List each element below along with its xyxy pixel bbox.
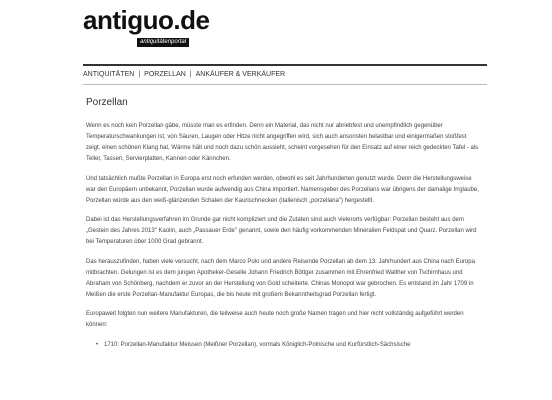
nav-divider-bottom	[83, 84, 487, 85]
nav-item-ankaeufer-verkaeufer[interactable]: ANKÄUFER & VERKÄUFER	[195, 71, 286, 78]
paragraph: Wenn es noch kein Porzellan gäbe, müsste man es erfinden. Denn ein Material, das nicht nur abriebfest und unempfindlich gegenüber Temperaturschwankungen ist, von Säuren, Laugen oder Hitze nicht angegriffen wird, sich auch ansonsten belastbar und einigermaßen stoßfest zeigt, einen schönen Klang hat, Wärme hält und noch dazu schön aussieht, scheint vorgesehen für den Einsatz auf einer reich gedeckten Tafel - als Teller, Tassen, Servierplatten, Kannen oder Kännchen.	[86, 123, 479, 162]
site-logo[interactable]: antiguo.de	[83, 5, 210, 35]
page-title: Porzellan	[86, 97, 128, 108]
list-item: • 1710: Porzellan-Manufaktur Meissen (Meißner Porzellan), vormals Königlich-Polnische und Kurfürstlich-Sächsische	[96, 340, 482, 351]
manufactory-list	[86, 340, 482, 351]
nav-item-porzellan[interactable]: PORZELLAN	[144, 71, 186, 78]
paragraph: Das herauszufinden, haben viele versucht, nach dem Marco Polo und andere Reisende Porzellan ab dem 13. Jahrhundert aus China nach Europa mitbrachten. Gelungen ist es dem jungen Apotheker-Geselle Johann Friedrich Böttger zusammen mit Ehrenfried Walther von Tschirnhaus und Abraham von Schönberg, nachdem er zuvor an der Herstellung von Gold scheiterte. Chinas Monopol war gebrochen. Es entstand im Jahr 1709 in Meißen die erste Porzellan-Manufaktur Europas, die bis heute mit großem Bekanntheitsgrad Porzellan fertigt.	[86, 258, 475, 298]
paragraph: Europaweit folgten nun weitere Manufakturen, die teilweise auch heute noch große Namen tragen und hier nicht vollständig aufgeführt werden können:	[86, 311, 464, 328]
paragraph: Dabei ist das Herstellungsverfahren im Grunde gar nicht kompliziert und die Zutaten sind auch vielerorts verfügbar: Porzellan besteht aus dem „Gestein des Jahres 2013" Kaolin, auch „Passauer Erde" genannt, sowie den häufig vorkommenden Mineralien Feldspat und Quarz. Porzellan wird bei Temperaturen über 1000 Grad gebrannt.	[86, 217, 477, 245]
nav-divider-top	[83, 64, 487, 66]
main-content	[86, 97, 482, 351]
nav-separator: |	[189, 71, 192, 78]
nav-item-antiquitaeten[interactable]: ANTIQUITÄTEN	[83, 71, 135, 78]
nav-separator: |	[138, 71, 141, 78]
site-tagline: antiquitätenportal	[137, 38, 189, 47]
paragraph: Und tatsächlich mußte Porzellan in Europa erst noch erfunden werden, obwohl es seit Jahrhunderten genutzt wurde. Denn die Herstellungsweise war den Europäern unbekannt, Porzellan wurde aufwendig aus China importiert. Namensgeber des Porzellans war übrigens der damalige Irrglaube, Porzellan würde aus den weiß-glänzenden Schalen der Kaurischnecken (italienisch „porzellana") hergestellt.	[86, 175, 479, 204]
main-nav	[83, 69, 285, 81]
